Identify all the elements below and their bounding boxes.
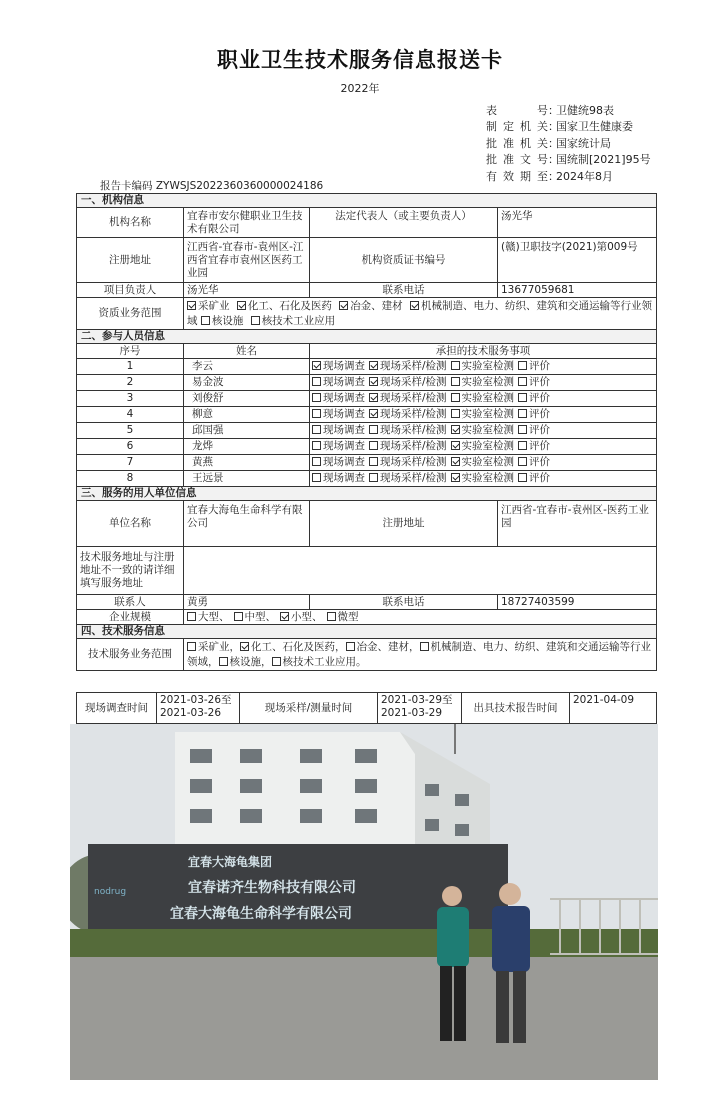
meta-row: 有效期至 ： 2024年8月 <box>486 169 651 185</box>
org-name-value: 宜春市安尔健职业卫生技术有限公司 <box>184 208 310 238</box>
photo-sign-logo: nodrug <box>94 887 127 897</box>
person-row <box>77 423 657 439</box>
unit-reg-address-value: 江西省-宜春市-袁州区-医药工业园 <box>498 501 657 547</box>
person-row <box>77 407 657 423</box>
cert-no-label: 机构资质证书编号 <box>310 238 498 283</box>
person-row <box>77 391 657 407</box>
checkbox-unchecked[interactable] <box>312 473 321 482</box>
checkbox-unchecked[interactable] <box>518 409 527 418</box>
task-option: 现场调查 <box>312 360 365 372</box>
checkbox-unchecked[interactable] <box>369 473 378 482</box>
checkbox-checked[interactable] <box>369 393 378 402</box>
task-option: 现场调查 <box>312 424 365 436</box>
task-option: 现场采样/检测 <box>369 440 447 452</box>
person-row <box>77 359 657 375</box>
person-name: 王远景 <box>184 471 310 487</box>
report-card-code: 报告卡编码 ZYWSJS2022360360000024186 <box>100 180 324 192</box>
person-tasks <box>310 375 657 391</box>
person-name: 龙烨 <box>184 439 310 455</box>
person-tasks <box>310 471 657 487</box>
section-heading-people: 二、参与人员信息 <box>77 330 657 344</box>
scale-options <box>184 610 657 625</box>
task-option: 实验室检测 <box>451 440 515 452</box>
qual-scope-option: 机械制造、电力、纺织、建筑和交通运输等行业领域 <box>187 299 653 327</box>
task-option: 现场采样/检测 <box>369 376 447 388</box>
checkbox-checked[interactable] <box>451 473 460 482</box>
col-header-tasks: 承担的技术服务事项 <box>310 344 657 359</box>
checkbox-unchecked[interactable] <box>187 642 196 651</box>
service-scope-options <box>184 639 657 671</box>
qual-scope-options <box>184 298 657 330</box>
task-option: 现场调查 <box>312 376 365 388</box>
task-option: 实验室检测 <box>451 456 515 468</box>
checkbox-checked[interactable] <box>339 301 348 310</box>
task-option: 现场调查 <box>312 408 365 420</box>
sampling-time-label: 现场采样/测量时间 <box>240 693 378 724</box>
checkbox-unchecked[interactable] <box>272 657 281 666</box>
task-option: 现场调查 <box>312 440 365 452</box>
task-option: 现场采样/检测 <box>369 424 447 436</box>
checkbox-unchecked[interactable] <box>518 457 527 466</box>
task-option: 现场采样/检测 <box>369 408 447 420</box>
report-time-label: 出具技术报告时间 <box>462 693 570 724</box>
meta-label: 制定机关 <box>486 120 548 134</box>
checkbox-unchecked[interactable] <box>369 441 378 450</box>
checkbox-unchecked[interactable] <box>369 457 378 466</box>
qual-scope-option: 核技术工业应用 <box>251 315 336 327</box>
service-scope-option: 化工、石化及医药， <box>240 641 346 653</box>
checkbox-unchecked[interactable] <box>451 393 460 402</box>
project-lead-value: 汤光华 <box>184 283 310 298</box>
task-option: 实验室检测 <box>451 408 515 420</box>
col-header-name: 姓名 <box>184 344 310 359</box>
checkbox-unchecked[interactable] <box>518 473 527 482</box>
checkbox-checked[interactable] <box>451 425 460 434</box>
photo-sign-line1: 宜春大海龟集团 <box>188 855 273 869</box>
meta-value: 2024年8月 <box>556 169 613 183</box>
checkbox-unchecked[interactable] <box>451 409 460 418</box>
checkbox-unchecked[interactable] <box>312 457 321 466</box>
photo-sign-line2: 宜春诺齐生物科技有限公司 <box>188 880 356 896</box>
person-tasks <box>310 407 657 423</box>
task-option: 实验室检测 <box>451 376 515 388</box>
checkbox-unchecked[interactable] <box>518 377 527 386</box>
service-scope-option: 核设施， <box>219 656 272 668</box>
site-photo <box>70 724 658 1080</box>
person-row <box>77 471 657 487</box>
task-option: 实验室检测 <box>451 360 515 372</box>
scale-option: 中型、 <box>234 611 277 623</box>
meta-label: 表号 <box>486 104 548 117</box>
checkbox-unchecked[interactable] <box>251 316 260 325</box>
service-address-label: 技术服务地址与注册地址不一致的请详细填写服务地址 <box>77 547 184 595</box>
person-no: 7 <box>77 455 184 471</box>
task-option: 现场采样/检测 <box>369 392 447 404</box>
checkbox-checked[interactable] <box>369 361 378 370</box>
section-heading-service: 四、技术服务信息 <box>77 625 657 639</box>
person-row <box>77 455 657 471</box>
contact-label: 联系人 <box>77 595 184 610</box>
meta-value: 国统制[2021]95号 <box>556 153 651 167</box>
checkbox-unchecked[interactable] <box>312 441 321 450</box>
checkbox-unchecked[interactable] <box>420 642 429 651</box>
qual-scope-option: 采矿业 <box>187 300 230 312</box>
checkbox-unchecked[interactable] <box>451 361 460 370</box>
task-option: 实验室检测 <box>451 392 515 404</box>
checkbox-unchecked[interactable] <box>369 425 378 434</box>
reg-address-label: 注册地址 <box>77 238 184 283</box>
task-option: 现场调查 <box>312 456 365 468</box>
person-name: 李云 <box>184 359 310 375</box>
task-option: 现场采样/检测 <box>369 472 447 484</box>
section-heading-org: 一、机构信息 <box>77 194 657 208</box>
task-option: 现场调查 <box>312 472 365 484</box>
task-option: 评价 <box>518 408 550 420</box>
form-meta-block <box>486 103 651 185</box>
checkbox-unchecked[interactable] <box>346 642 355 651</box>
report-year: 2022年 <box>340 82 380 95</box>
task-option: 评价 <box>518 456 550 468</box>
checkbox-unchecked[interactable] <box>312 377 321 386</box>
scale-option: 小型、 <box>280 611 323 623</box>
checkbox-checked[interactable] <box>240 642 249 651</box>
meta-label: 有效期至 <box>486 169 548 183</box>
person-no: 5 <box>77 423 184 439</box>
meta-row: 批准文号 ： 国统制[2021]95号 <box>486 152 651 168</box>
checkbox-checked[interactable] <box>280 612 289 621</box>
legal-rep-label: 法定代表人（或主要负责人） <box>310 208 498 238</box>
scale-option: 大型、 <box>187 611 230 623</box>
service-time-table <box>76 692 657 724</box>
task-option: 评价 <box>518 360 550 372</box>
task-option: 现场调查 <box>312 392 365 404</box>
service-scope-option: 机械制造、电力、纺织、建筑和交通运输等行业领域， <box>187 640 651 668</box>
unit-phone-value: 18727403599 <box>498 595 657 610</box>
person-tasks <box>310 455 657 471</box>
person-tasks <box>310 391 657 407</box>
task-option: 评价 <box>518 440 550 452</box>
checkbox-unchecked[interactable] <box>234 612 243 621</box>
person-tasks <box>310 359 657 375</box>
contact-value: 黄勇 <box>184 595 310 610</box>
service-scope-option: 采矿业， <box>187 641 240 653</box>
people-table-body <box>77 359 657 487</box>
checkbox-unchecked[interactable] <box>518 361 527 370</box>
checkbox-unchecked[interactable] <box>201 316 210 325</box>
photo-ground <box>70 957 658 1080</box>
survey-time-label: 现场调查时间 <box>77 693 157 724</box>
person-name: 易金波 <box>184 375 310 391</box>
sampling-time-value: 2021-03-29至2021-03-29 <box>378 693 462 724</box>
unit-phone-label: 联系电话 <box>310 595 498 610</box>
task-option: 评价 <box>518 376 550 388</box>
checkbox-unchecked[interactable] <box>312 409 321 418</box>
col-header-no: 序号 <box>77 344 184 359</box>
person-no: 8 <box>77 471 184 487</box>
photo-hedge <box>70 929 658 957</box>
legal-rep-value: 汤光华 <box>498 208 657 238</box>
qual-scope-label: 资质业务范围 <box>77 298 184 330</box>
survey-time-value: 2021-03-26至2021-03-26 <box>157 693 240 724</box>
unit-reg-address-label: 注册地址 <box>310 501 498 547</box>
person-no: 4 <box>77 407 184 423</box>
checkbox-unchecked[interactable] <box>451 377 460 386</box>
checkbox-checked[interactable] <box>410 301 419 310</box>
meta-value: 国家卫生健康委 <box>556 120 633 134</box>
checkbox-checked[interactable] <box>187 301 196 310</box>
checkbox-checked[interactable] <box>369 409 378 418</box>
org-phone-label: 联系电话 <box>310 283 498 298</box>
org-name-label: 机构名称 <box>77 208 184 238</box>
checkbox-unchecked[interactable] <box>518 393 527 402</box>
person-no: 3 <box>77 391 184 407</box>
service-scope-option: 冶金、建材， <box>346 641 420 653</box>
person-row <box>77 375 657 391</box>
person-name: 柳意 <box>184 407 310 423</box>
reg-address-value: 江西省-宜春市-袁州区-江西省宜春市袁州区医药工业园 <box>184 238 310 283</box>
checkbox-checked[interactable] <box>312 361 321 370</box>
checkbox-unchecked[interactable] <box>518 425 527 434</box>
meta-label: 批准文号 <box>486 153 548 167</box>
service-scope-label: 技术服务业务范围 <box>77 639 184 671</box>
checkbox-unchecked[interactable] <box>219 657 228 666</box>
task-option: 评价 <box>518 472 550 484</box>
unit-name-value: 宜春大海龟生命科学有限公司 <box>184 501 310 547</box>
unit-name-label: 单位名称 <box>77 501 184 547</box>
person-row <box>77 439 657 455</box>
qual-scope-option: 核设施 <box>201 315 244 327</box>
person-no: 2 <box>77 375 184 391</box>
checkbox-checked[interactable] <box>451 441 460 450</box>
person-name: 刘俊舒 <box>184 391 310 407</box>
task-option: 实验室检测 <box>451 472 515 484</box>
page-title: 职业卫生技术服务信息报送卡 <box>217 48 503 72</box>
org-phone-value: 13677059681 <box>498 283 657 298</box>
scale-option: 微型 <box>327 611 359 623</box>
task-option: 实验室检测 <box>451 424 515 436</box>
qual-scope-option: 化工、石化及医药 <box>237 300 332 312</box>
photo-sign-line3: 宜春大海龟生命科学有限公司 <box>170 906 352 922</box>
meta-label: 批准机关 <box>486 136 548 150</box>
service-address-value <box>184 547 657 595</box>
meta-row: 批准机关 ： 国家统计局 <box>486 136 651 152</box>
checkbox-unchecked[interactable] <box>518 441 527 450</box>
person-name: 黄燕 <box>184 455 310 471</box>
meta-row: 表号 ： 卫健统98表 <box>486 103 651 119</box>
meta-value: 卫健统98表 <box>556 104 614 117</box>
checkbox-unchecked[interactable] <box>327 612 336 621</box>
checkbox-unchecked[interactable] <box>312 393 321 402</box>
cert-no-value: (赣)卫职技字(2021)第009号 <box>498 238 657 283</box>
task-option: 现场采样/检测 <box>369 360 447 372</box>
meta-row: 制定机关 ： 国家卫生健康委 <box>486 119 651 135</box>
task-option: 现场采样/检测 <box>369 456 447 468</box>
checkbox-checked[interactable] <box>237 301 246 310</box>
project-lead-label: 项目负责人 <box>77 283 184 298</box>
person-no: 1 <box>77 359 184 375</box>
person-name: 邱国强 <box>184 423 310 439</box>
person-no: 6 <box>77 439 184 455</box>
qual-scope-option: 冶金、建材 <box>339 300 403 312</box>
checkbox-checked[interactable] <box>451 457 460 466</box>
meta-value: 国家统计局 <box>556 136 611 150</box>
service-scope-option: 核技术工业应用。 <box>272 656 367 668</box>
task-option: 评价 <box>518 392 550 404</box>
person-tasks <box>310 439 657 455</box>
task-option: 评价 <box>518 424 550 436</box>
report-time-value: 2021-04-09 <box>570 693 657 724</box>
checkbox-unchecked[interactable] <box>312 425 321 434</box>
section-heading-employer: 三、服务的用人单位信息 <box>77 487 657 501</box>
info-form-table <box>76 193 657 671</box>
person-tasks <box>310 423 657 439</box>
checkbox-unchecked[interactable] <box>187 612 196 621</box>
checkbox-checked[interactable] <box>369 377 378 386</box>
scale-label: 企业规模 <box>77 610 184 625</box>
